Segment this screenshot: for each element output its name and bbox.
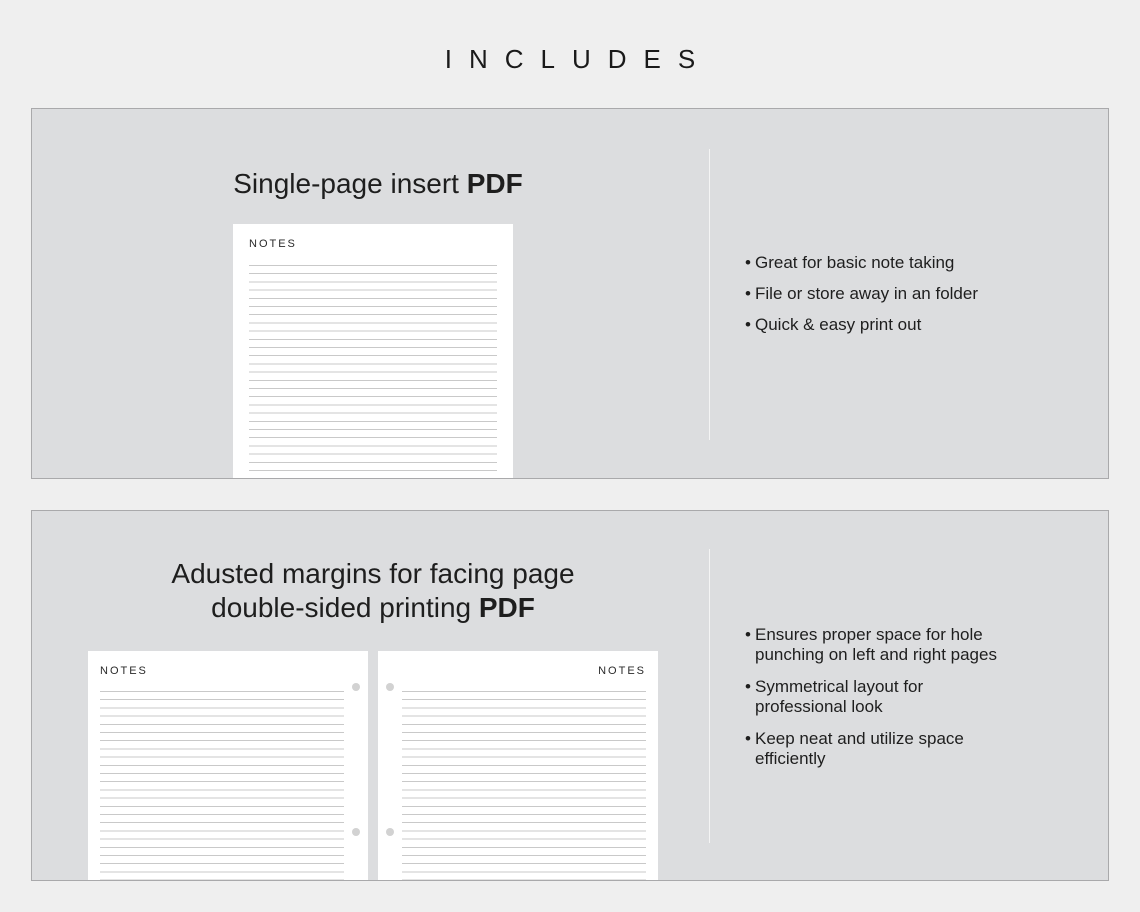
feature-item: • Great for basic note taking <box>745 253 978 273</box>
double-sided-title-format: PDF <box>478 592 535 623</box>
double-sided-title-line-2 <box>32 591 714 625</box>
single-page-title <box>72 167 684 201</box>
double-sided-title-line-2-text: double-sided printing <box>211 592 472 623</box>
right-notes-sheet-preview <box>378 651 658 881</box>
feature-line: • Ensures proper space for hole <box>755 625 983 644</box>
single-notes-sheet-preview <box>233 224 513 479</box>
right-sheet-ruled-lines <box>402 691 646 881</box>
page-heading: INCLUDES <box>444 44 713 74</box>
punch-hole-icon <box>386 683 394 691</box>
feature-item <box>745 729 997 769</box>
single-page-panel <box>31 108 1109 479</box>
feature-item: • File or store away in an folder <box>745 284 978 304</box>
punch-hole-icon <box>386 828 394 836</box>
panel-2-divider <box>709 549 710 843</box>
panel-1-divider <box>709 149 710 440</box>
feature-line: efficiently <box>755 749 826 768</box>
single-page-title-text: Single-page insert <box>233 168 459 199</box>
single-page-title-format: PDF <box>466 168 523 199</box>
double-sided-title <box>32 557 714 625</box>
feature-line: • Symmetrical layout for <box>755 677 924 696</box>
feature-line: • Keep neat and utilize space <box>755 729 964 748</box>
right-sheet-label: NOTES <box>598 665 646 677</box>
punch-hole-icon <box>352 683 360 691</box>
double-sided-title-line-1: Adusted margins for facing page <box>171 558 575 589</box>
single-sheet-label: NOTES <box>249 238 297 250</box>
single-page-feature-list <box>745 253 978 346</box>
feature-line: professional look <box>755 697 883 716</box>
feature-item <box>745 677 997 717</box>
feature-item: • Quick & easy print out <box>745 315 978 335</box>
left-sheet-ruled-lines <box>100 691 344 881</box>
left-notes-sheet-preview <box>88 651 368 881</box>
punch-hole-icon <box>352 828 360 836</box>
feature-line: punching on left and right pages <box>755 645 997 664</box>
double-sided-feature-list <box>745 625 997 781</box>
feature-item <box>745 625 997 665</box>
left-sheet-label: NOTES <box>100 665 148 677</box>
double-sided-panel <box>31 510 1109 881</box>
single-sheet-ruled-lines <box>249 265 497 479</box>
